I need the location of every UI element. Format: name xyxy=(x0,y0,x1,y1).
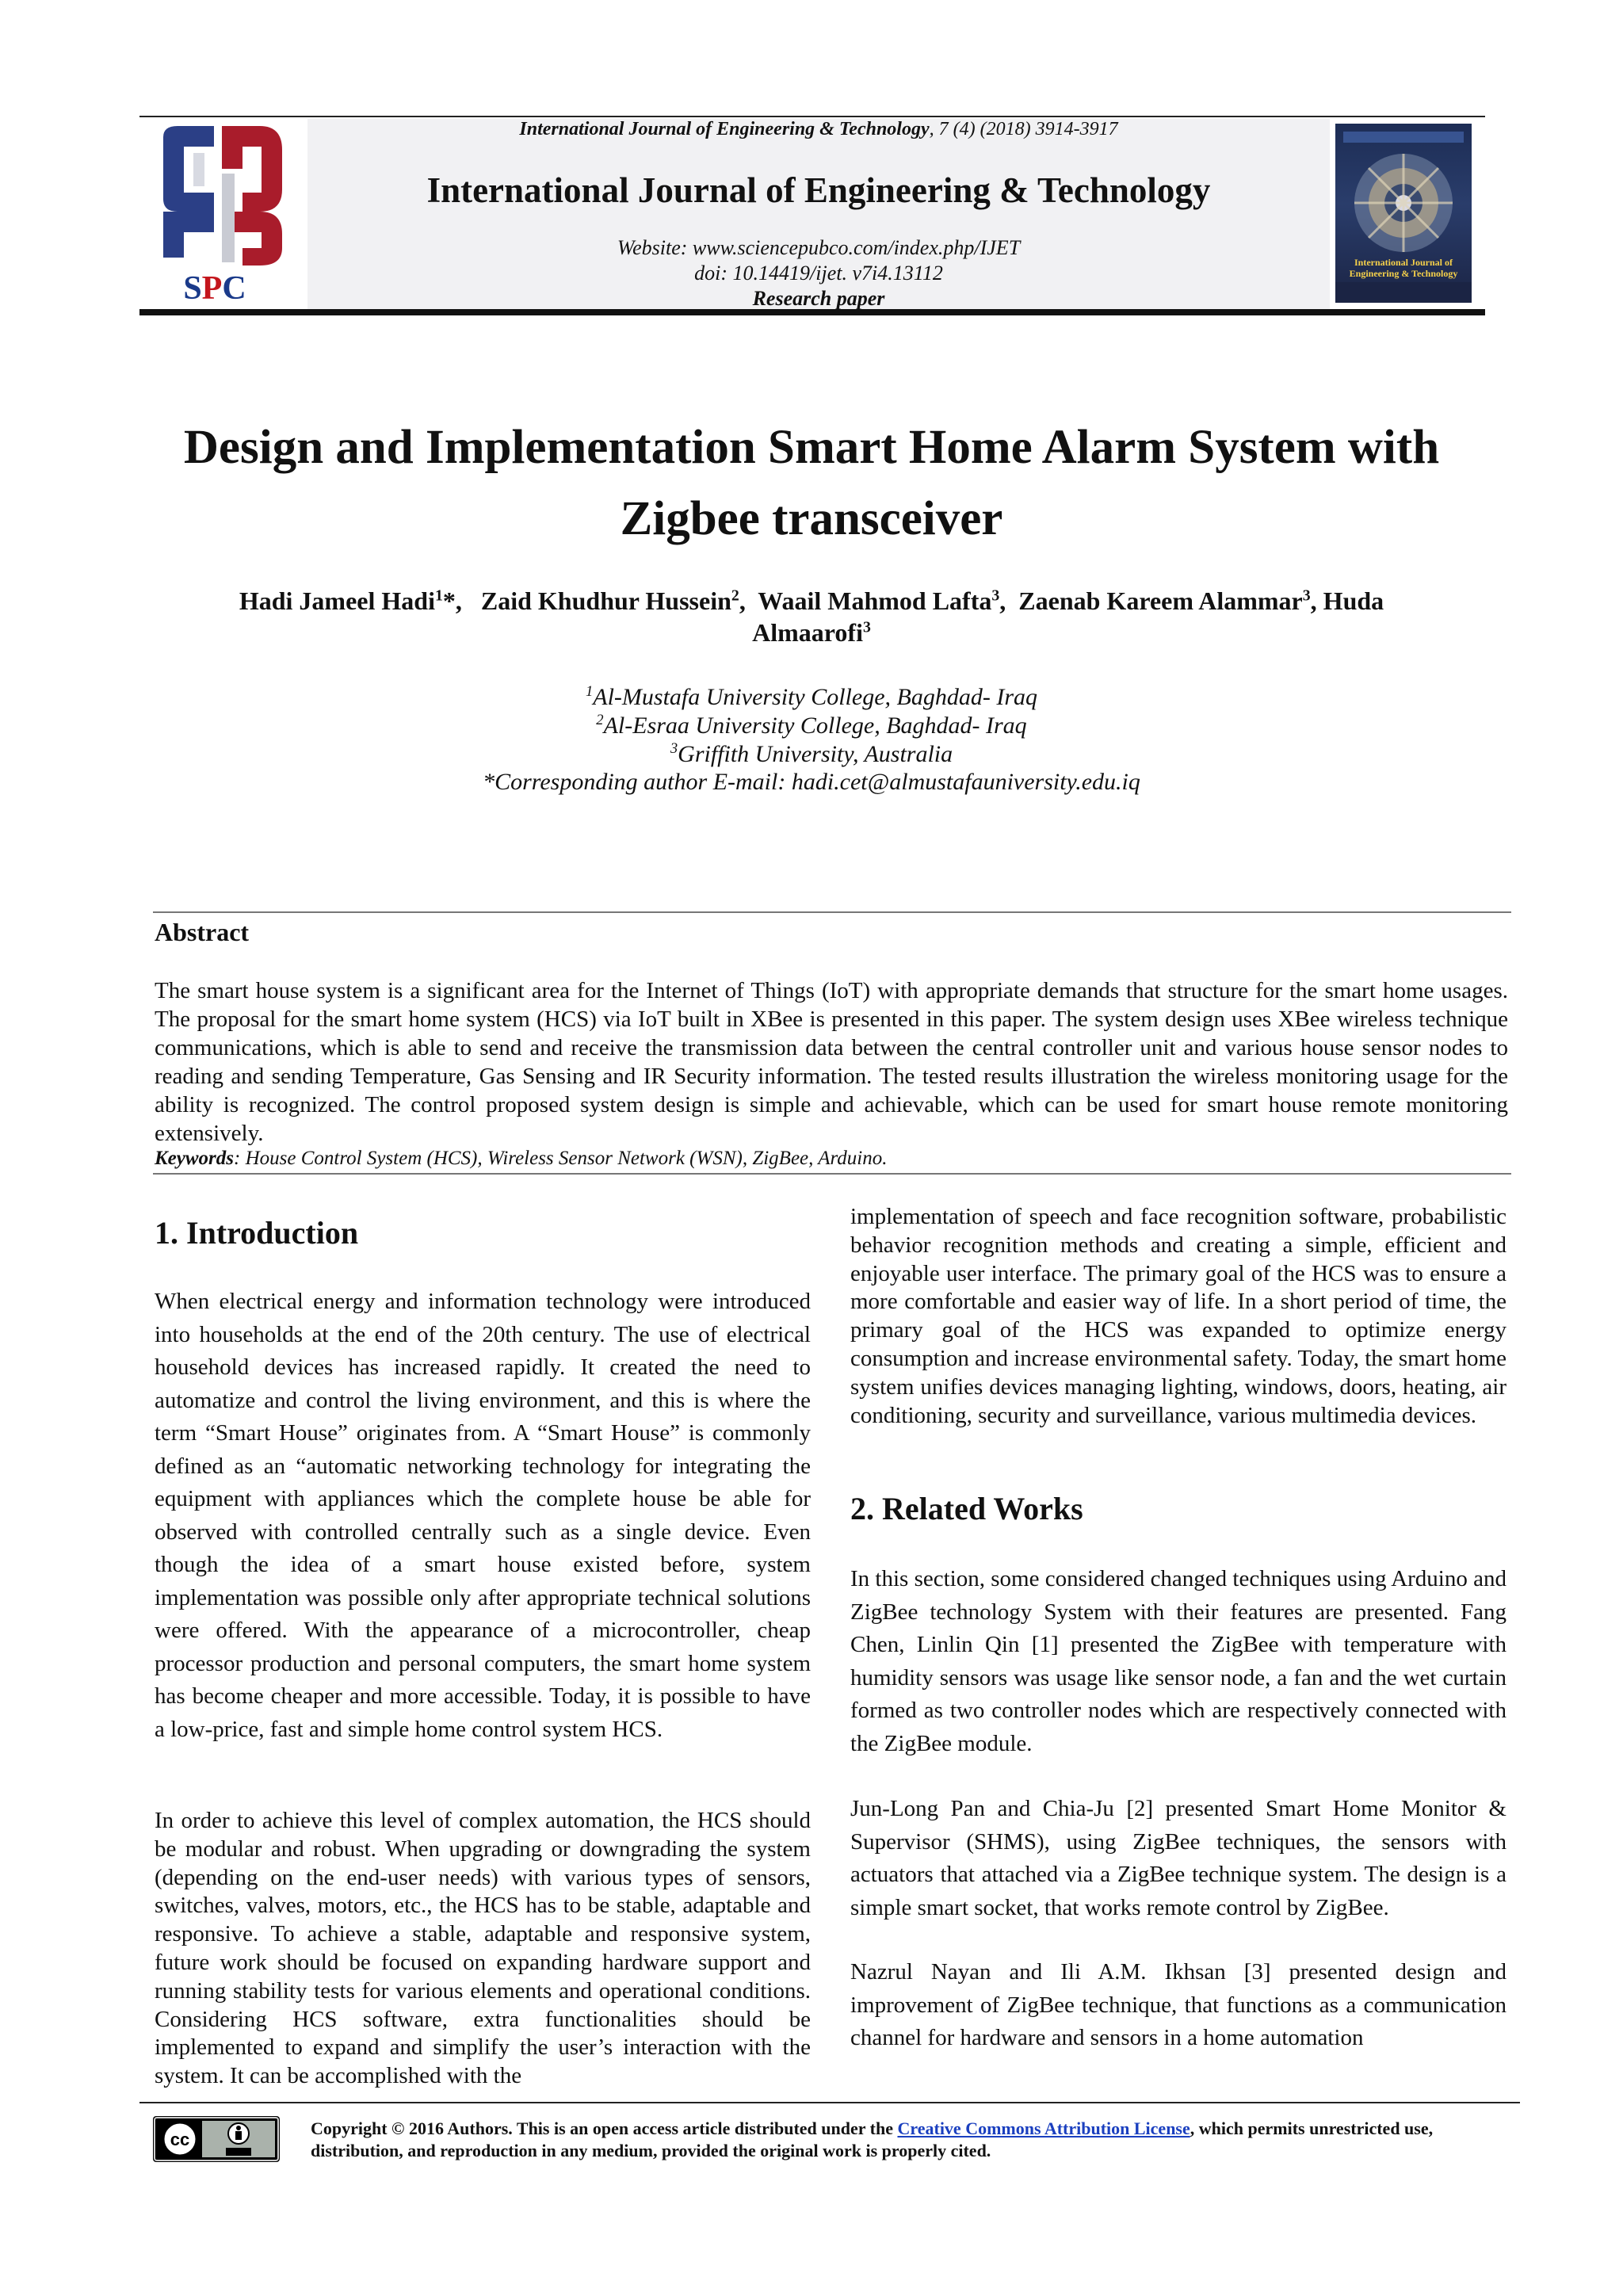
author-name-last: Almaarofi xyxy=(752,618,863,647)
section-heading-introduction: 1. Introduction xyxy=(155,1215,359,1251)
abstract-heading: Abstract xyxy=(155,918,250,946)
keywords-label: Keywords xyxy=(155,1148,234,1169)
author-affiliation-mark: 3 xyxy=(991,586,1000,605)
cc-by-icon xyxy=(153,2116,280,2162)
author-affiliation-mark: 3 xyxy=(1302,586,1311,605)
intro-paragraph-2: In order to achieve this level of complex automation, the HCS should be modular and robust. When upgrading or downgrading the system (depending on the end-user needs) with various types of sensors, switches, valves, motors, etc., the HCS has to be stable, adaptable and responsive. To achieve a stable, adaptable and responsive system, future work should be focused on expanding hardware support and running stability tests for various elements and operational conditions. Considering HCS software, extra functionalities should be implemented to expand and simplify the user’s interaction with the system. It can be accomplished with the xyxy=(155,1808,811,2089)
keywords xyxy=(155,1148,1508,1170)
affiliation-mark: 3 xyxy=(670,740,678,757)
journal-title: International Journal of Engineering & Technology xyxy=(426,170,1211,210)
copyright-notice xyxy=(311,2118,1509,2162)
related-works-paragraph-1: In this section, some considered changed techniques using Arduino and ZigBee technology System with their features are presented. Fang Chen, Linlin Qin [1] presented the ZigBee with temperature with humidity sensors was usage like sensor node, a fan and the wet curtain formed as two controller nodes which are respectively connected with the ZigBee module. xyxy=(850,1566,1507,1756)
svg-text:cc: cc xyxy=(170,2130,190,2149)
affiliation-mark: 2 xyxy=(596,712,604,728)
footer-rule xyxy=(139,2102,1520,2103)
author-name: Zaenab Kareem Alammar xyxy=(1018,586,1303,615)
affiliation-3 xyxy=(111,740,1512,768)
affiliation-mark: 1 xyxy=(585,683,594,700)
journal-cover-image xyxy=(1335,124,1472,303)
spc-logo-text: SPC xyxy=(183,270,246,307)
related-works-paragraph-2: Jun-Long Pan and Chia-Ju [2] presented Smart Home Monitor & Supervisor (SHMS), using ZigBee techniques, the sensors with actuators that attached via a ZigBee technique system. The design is a simple smart socket, that works remote control by ZigBee. xyxy=(850,1796,1507,1920)
author-name: Hadi Jameel Hadi xyxy=(239,586,435,615)
cc-license-link[interactable]: Creative Commons Attribution License xyxy=(897,2118,1190,2138)
affiliation-1 xyxy=(111,683,1512,711)
keywords-list: : House Control System (HCS), Wireless Sensor Network (WSN), ZigBee, Arduino. xyxy=(234,1148,888,1169)
cc-by-badge-artwork xyxy=(153,2116,280,2162)
copyright-text: Copyright © 2016 Authors. This is an open access article distributed under the xyxy=(311,2118,898,2138)
affiliation-2 xyxy=(111,712,1512,739)
abstract-bottom-rule xyxy=(153,1173,1511,1175)
citation-volume: , 7 (4) (2018) 3914-3917 xyxy=(929,119,1118,139)
author-name: Waail Mahmod Lafta xyxy=(758,586,992,615)
affiliation-text: Al-Mustafa University College, Baghdad- Iraq xyxy=(593,684,1038,710)
corresponding-author: *Corresponding author E-mail: hadi.cet@almustafauniversity.edu.iq xyxy=(483,769,1140,795)
copyright-text-end: , which permits unrestricted use, distribution, and reproduction in any medium, provided the original work is properly cited. xyxy=(311,2118,1434,2160)
journal-website[interactable]: Website: www.sciencepubco.com/index.php/IJET xyxy=(617,236,1021,259)
paper-type: Research paper xyxy=(752,287,885,310)
author-name: Zaid Khudhur Hussein xyxy=(480,586,731,615)
corresponding-mark: *, xyxy=(442,586,462,615)
journal-citation xyxy=(307,119,1330,140)
author-name-first: Huda xyxy=(1323,586,1384,615)
cover-title: International Journal of Engineering & Technology xyxy=(1349,257,1458,279)
author-affiliation-mark: 1 xyxy=(434,586,443,605)
paper-title-line-2: Zigbee transceiver xyxy=(620,492,1003,545)
doi: doi: 10.14419/ijet. v7i4.13112 xyxy=(694,262,943,285)
author-affiliation-mark: 2 xyxy=(731,586,739,605)
author-affiliation-mark: 3 xyxy=(862,618,871,636)
paper-title-line-1: Design and Implementation Smart Home Alarm System with xyxy=(183,421,1440,474)
affiliation-text: Al-Esraa University College, Baghdad- Iraq xyxy=(603,712,1027,739)
intro-paragraph-1: When electrical energy and information technology were introduced into households at the end of the 20th century. The use of electrical household devices has increased rapidly. It created the need to automatize and control the living environment, and this is where the term “Smart House” originates from. A “Smart House” is commonly defined as an “automatic networking technology for integrating the equipment with appliances which the complete house be able for observed with controlled centrally such as a single device. Even though the idea of a smart house existed before, system implementation was possible only after appropriate technical solutions were offered. With the appearance of a microcontroller, cheap processor production and personal computers, the smart home system has become cheaper and more accessible. Today, it is possible to have a low-price, fast and simple home control system HCS. xyxy=(155,1289,811,1742)
abstract-body: The smart house system is a significant area for the Internet of Things (IoT) with appropriate demands that structure for the smart home usages. The proposal for the smart home system (HCS) via IoT built in XBee is presented in this paper. The system design uses XBee wireless technique communications, which is able to send and receive the transmission data between the central controller unit and various house sensor nodes to reading and sending Temperature, Gas Sensing and IR Security information. The tested results illustration the wireless monitoring usage for the ability is recognized. The control proposed system design is simple and achievable, which can be used for smart house remote monitoring extensively. xyxy=(155,978,1508,1146)
section-heading-related-works: 2. Related Works xyxy=(850,1491,1083,1526)
citation-journal: International Journal of Engineering & Technology xyxy=(519,119,930,139)
intro-paragraph-continued: implementation of speech and face recognition software, probabilistic behavior recognition methods and creating a simple, efficient and enjoyable user interface. The primary goal of the HCS was to ensure a more comfortable and easier way of life. In a short period of time, the primary goal of the HCS was expanded to optimize energy consumption and increase environmental safety. Today, the smart home system unifies devices managing lighting, windows, doors, heating, air conditioning, security and surveillance, various multimedia devices. xyxy=(850,1204,1507,1428)
related-works-paragraph-3: Nazrul Nayan and Ili A.M. Ikhsan [3] presented design and improvement of ZigBee technique, that functions as a communication channel for hardware and sensors in a home automation xyxy=(850,1959,1507,2050)
affiliation-text: Griffith University, Australia xyxy=(678,741,953,767)
author-list-continued xyxy=(111,618,1512,648)
header-top-rule xyxy=(139,116,1485,117)
abstract-top-rule xyxy=(153,911,1511,913)
author-list: Hadi Jameel Hadi$^1$*, Zaid Khudhur Hussein$^2$, Waail Mahmod Lafta$^3$, Zaenab Kareem Alammar$^3$, Huda xyxy=(239,586,1384,615)
